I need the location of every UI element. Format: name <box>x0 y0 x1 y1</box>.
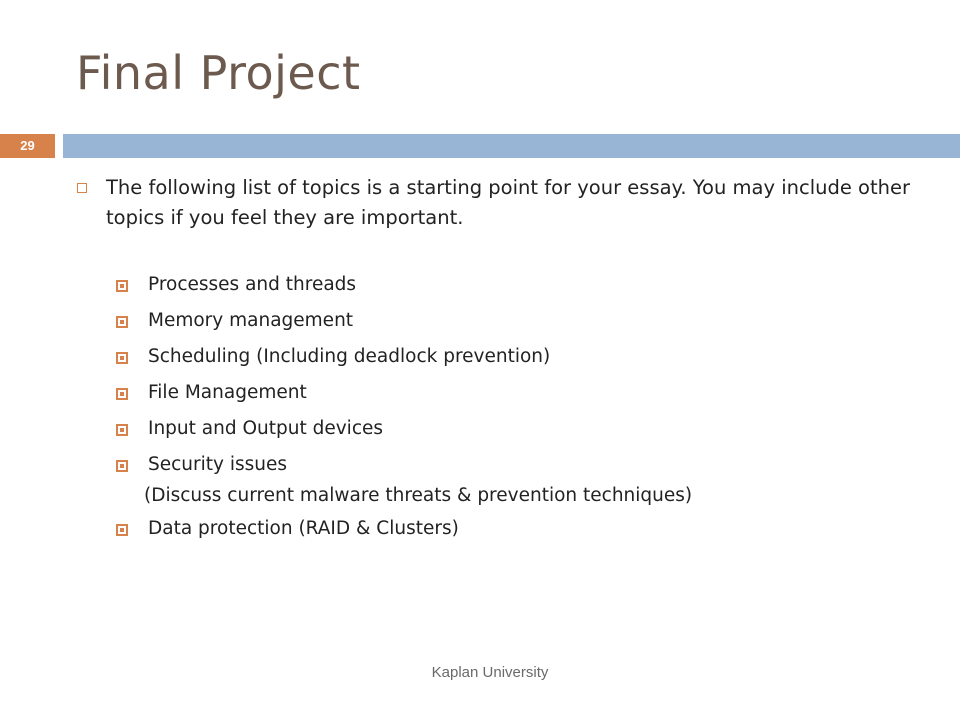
square-bullet-icon <box>116 280 128 292</box>
square-bullet-icon <box>116 352 128 364</box>
square-bullet-icon <box>116 524 128 536</box>
list-item: Security issues <box>148 454 288 475</box>
square-bullet-icon <box>116 388 128 400</box>
intro-paragraph: The following list of topics is a starting point for your essay. You may include other topics if you feel they are important. <box>106 176 911 229</box>
list-item: Data protection (RAID & Clusters) <box>148 518 459 539</box>
list-item-note: (Discuss current malware threats & prevention techniques) <box>144 485 693 506</box>
list-item: File Management <box>148 382 307 403</box>
footer-text: Kaplan University <box>431 664 549 681</box>
slide-title: Final Project <box>76 46 361 100</box>
slide-number: 29 <box>20 138 35 153</box>
square-bullet-icon <box>116 460 128 472</box>
list-item: Scheduling (Including deadlock prevention) <box>148 346 551 367</box>
list-item: Processes and threads <box>148 274 357 295</box>
square-bullet-icon <box>116 316 128 328</box>
list-item: Memory management <box>148 310 354 331</box>
square-bullet-icon <box>116 424 128 436</box>
list-item: Input and Output devices <box>148 418 384 439</box>
